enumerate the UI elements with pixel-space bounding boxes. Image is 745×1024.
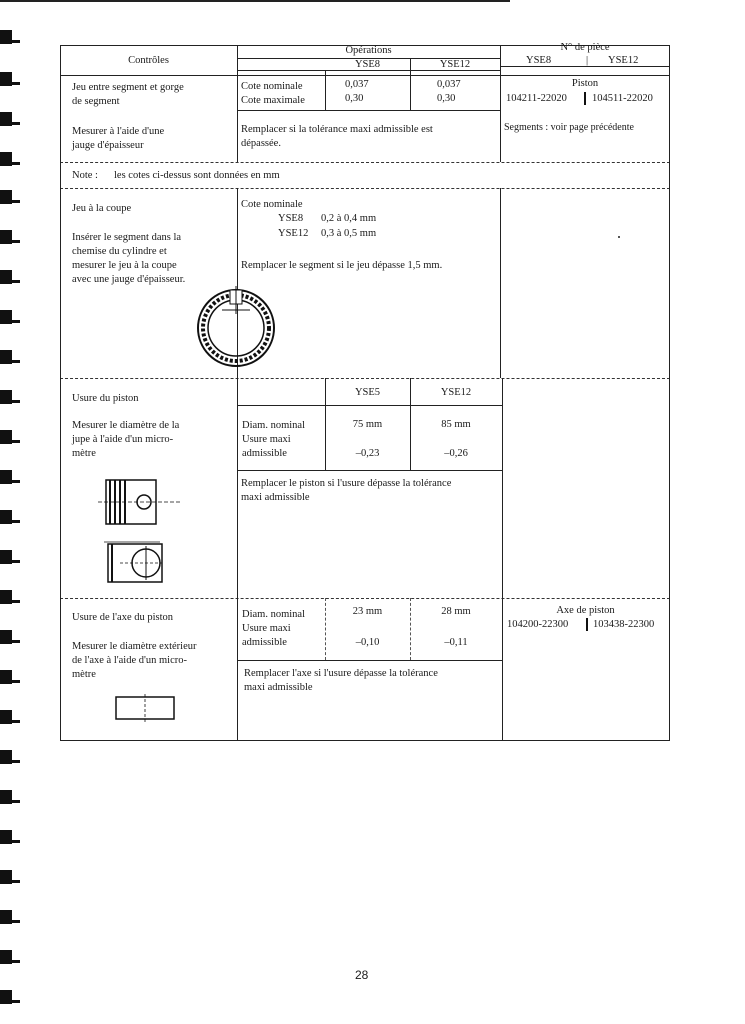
- note-label: Note :: [72, 170, 98, 181]
- row1-instruction: Mesurer à l'aide d'une jauge d'épaisseur: [72, 126, 165, 151]
- row4-yse12-usure: –0,11: [444, 637, 468, 648]
- row4-title: Usure de l'axe du piston: [72, 612, 174, 623]
- row3-yse8-usure: –0,23: [355, 448, 380, 459]
- row2-yse12-value: 0,3 à 0,5 mm: [321, 228, 377, 239]
- speck: [618, 236, 620, 238]
- header-yse12: YSE12: [439, 59, 471, 70]
- row4-piece-yse12: 103438-22300: [593, 619, 655, 630]
- row2-yse8-value: 0,2 à 0,4 mm: [321, 213, 377, 224]
- row3-col-yse8: YSE5: [354, 387, 381, 398]
- piston-diagram: [98, 476, 188, 586]
- row2-instruction: Insérer le segment dans la chemise du cylindre et mesurer le jeu à la coupe avec une jauge d'épaisseur.: [72, 232, 186, 285]
- header-operations: Opérations: [345, 45, 392, 56]
- header-yse8: YSE8: [354, 59, 381, 70]
- row1-piece-yse12: 104511-22020: [592, 93, 653, 104]
- row3-yse12-usure: –0,26: [444, 448, 468, 459]
- row3-label-diam: Diam. nominal: [242, 420, 305, 431]
- row4-piece-sep: [586, 618, 588, 631]
- piston-ring-diagram: [194, 284, 278, 368]
- row1-piece-yse8: 104211-22020: [506, 93, 567, 104]
- row2-yse12-label: YSE12: [278, 228, 309, 239]
- page-number: 28: [355, 968, 369, 982]
- row2-yse8-label: YSE8: [278, 213, 304, 224]
- row3-yse12-diam: 85 mm: [441, 419, 471, 430]
- header-piece-sep: |: [586, 55, 589, 66]
- row4-label-diam: Diam. nominal: [242, 609, 305, 620]
- header-piece-yse12: YSE12: [608, 55, 639, 66]
- note-text: les cotes ci-dessus sont données en mm: [114, 170, 280, 181]
- row1-label-nominal: Cote nominale: [241, 81, 303, 92]
- row1-piece-note: Segments : voir page précédente: [504, 122, 634, 133]
- row1-piece-sep: [584, 92, 586, 105]
- row4-yse8-diam: 23 mm: [352, 606, 383, 617]
- row4-op-note: Remplacer l'axe si l'usure dépasse la tolérance maxi admissible: [244, 668, 438, 693]
- row3-op-note: Remplacer le piston si l'usure dépasse la tolérance maxi admissible: [241, 478, 452, 503]
- piston-pin-diagram: [114, 694, 178, 724]
- row1-yse12-nominal: 0,037: [437, 79, 461, 90]
- row4-piece-title: Axe de piston: [556, 605, 615, 616]
- row2-title: Jeu à la coupe: [72, 203, 132, 214]
- header-piece-no: N° de pièce: [560, 42, 610, 53]
- row2-op-note: Remplacer le segment si le jeu dépasse 1,5 mm.: [241, 260, 443, 271]
- row4-yse12-diam: 28 mm: [441, 606, 471, 617]
- row4-yse8-usure: –0,10: [355, 637, 380, 648]
- row1-label-max: Cote maximale: [241, 95, 305, 106]
- row4-piece-yse8: 104200-22300: [507, 619, 569, 630]
- row3-instruction: Mesurer le diamètre de la jupe à l'aide d'un micro- mètre: [72, 420, 180, 459]
- top-edge: [0, 0, 510, 2]
- row4-label-usure: Usure maxi admissible: [242, 623, 291, 648]
- row3-col-yse12: YSE12: [440, 387, 472, 398]
- row1-yse12-max: 0,30: [437, 93, 456, 104]
- row1-yse8-max: 0,30: [345, 93, 364, 104]
- row2-cote-label: Cote nominale: [241, 199, 303, 210]
- header-piece-yse8: YSE8: [526, 55, 552, 66]
- row1-piece-title: Piston: [571, 78, 599, 89]
- row1-op-note: Remplacer si la tolérance maxi admissible est dépassée.: [241, 124, 433, 149]
- row4-instruction: Mesurer le diamètre extérieur de l'axe à l'aide d'un micro- mètre: [72, 641, 197, 680]
- row3-yse8-diam: 75 mm: [352, 419, 383, 430]
- row3-title: Usure du piston: [72, 393, 139, 404]
- row3-label-usure: Usure maxi admissible: [242, 434, 291, 459]
- row1-yse8-nominal: 0,037: [345, 79, 369, 90]
- header-controles: Contrôles: [128, 55, 169, 66]
- row1-title: Jeu entre segment et gorge de segment: [72, 82, 184, 107]
